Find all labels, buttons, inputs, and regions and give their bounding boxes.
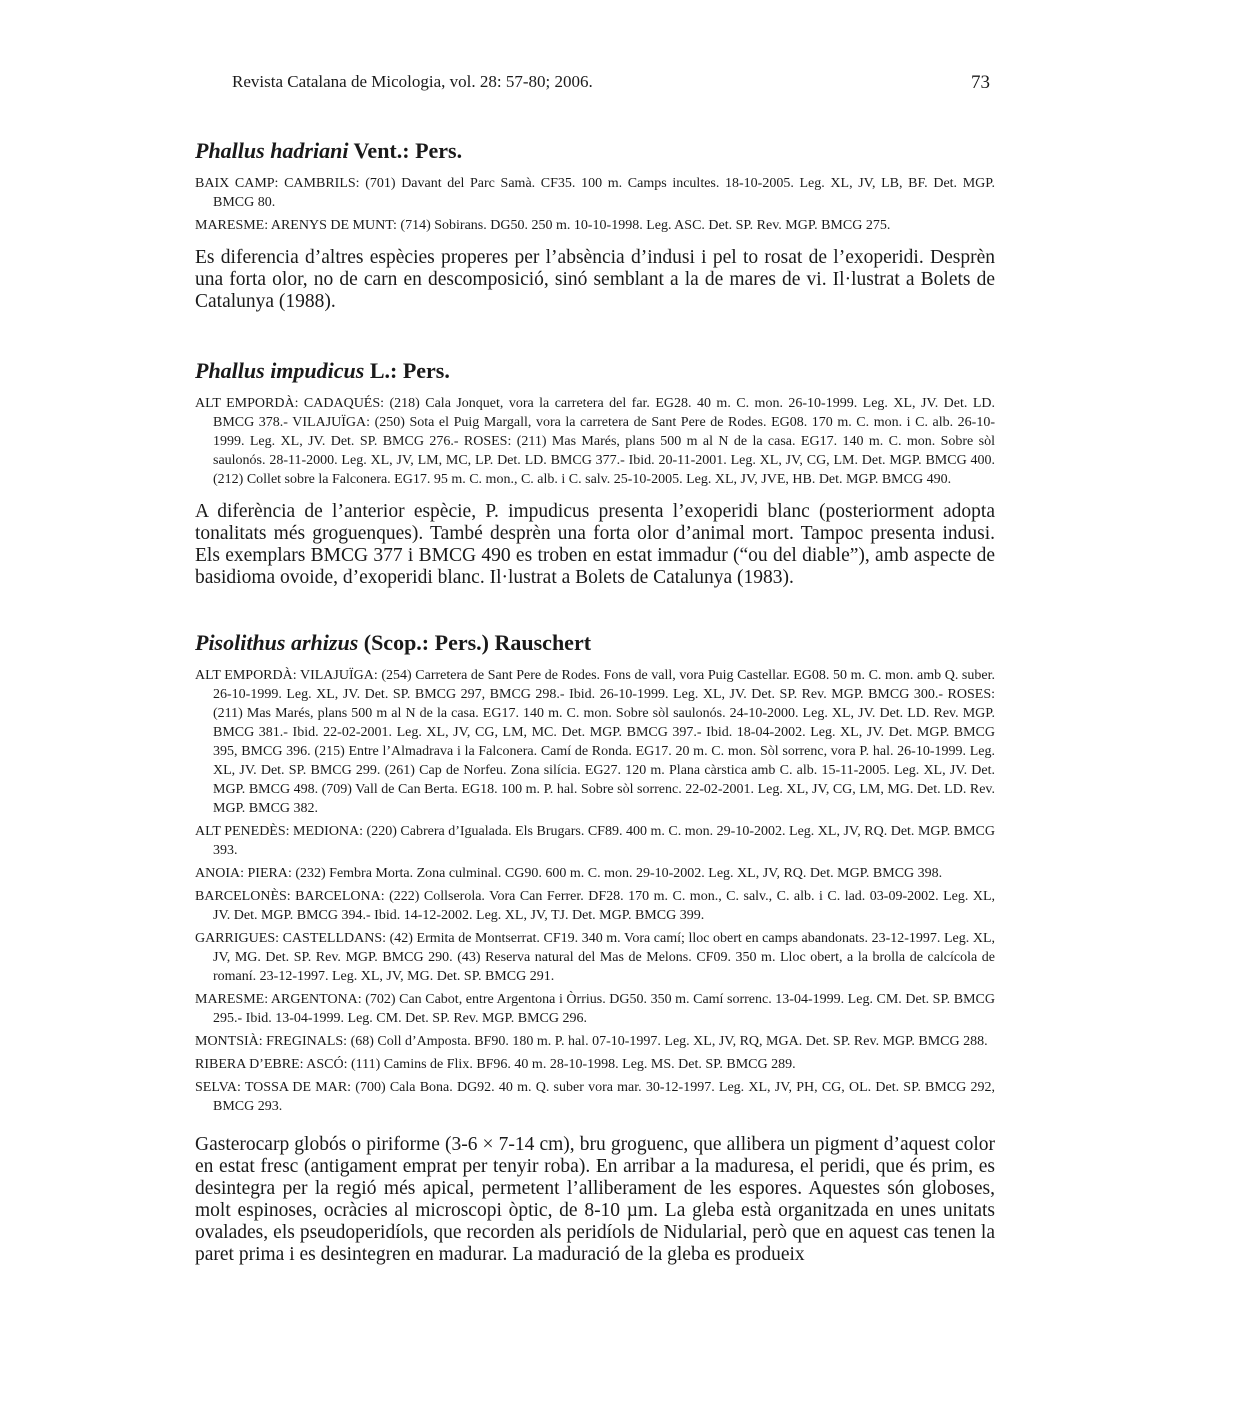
record: ALT PENEDÈS: MEDIONA: (220) Cabrera d’Igualada. Els Brugars. CF89. 400 m. C. mon. 29-10-2002. Leg. XL, JV, RQ. Det. MGP. BMCG 393. bbox=[195, 824, 995, 858]
record: ALT EMPORDÀ: VILAJUÏGA: (254) Carretera de Sant Pere de Rodes. Fons de vall, vora Puig Castellar. EG08. 50 m. C. mon. amb Q. suber. 26-10-1999. Leg. XL, JV. Det. SP. BMCG 297, BMCG 298.- Ibid. 26-10-1999. Leg. XL, JV. Det. SP. Rev. MGP. BMCG 300.- ROSES: (211) Mas Marés, plans 500 m al N de la casa. EG17. 140 m. C. mon. Sobre sòl saulonós. 24-10-2000. Leg. XL, JV. Det. LD. Rev. MGP. BMCG 381.- Ibid. 22-02-2001. Leg. XL, JV, CG, LM, MC. Det. MGP. BMCG 397.- Ibid. 18-04-2002. Leg. XL, JV. Det. MGP. BMCG 395, BMCG 396. (215) Entre l’Almadrava i la Falconera. Camí de Ronda. EG17. 20 m. C. mon. Sòl sorrenc, vora P. hal. 26-10-1999. Leg. XL, JV. Det. SP. BMCG 299. (261) Cap de Norfeu. Zona silícia. EG27. 120 m. Plana càrstica amb C. alb. 15-11-2005. Leg. XL, JV. Det. MGP. BMCG 498. (709) Vall de Can Berta. EG18. 100 m. P. hal. Sobre sòl sorrenc. 22-02-2001. Leg. XL, JV, CG, LM, MG. Det. LD. Rev. MGP. BMCG 382. bbox=[195, 668, 995, 816]
record: RIBERA D’EBRE: ASCÓ: (111) Camins de Flix. BF96. 40 m. 28-10-1998. Leg. MS. Det. SP. BMCG 289. bbox=[195, 1057, 796, 1072]
records-list bbox=[195, 174, 995, 235]
record: ANOIA: PIERA: (232) Fembra Morta. Zona culminal. CG90. 600 m. C. mon. 29-10-2002. Leg. XL, JV, RQ. Det. MGP. BMCG 398. bbox=[195, 866, 943, 881]
record: MARESME: ARENYS DE MUNT: (714) Sobirans. DG50. 250 m. 10-10-1998. Leg. ASC. Det. SP. Rev. MGP. BMCG 275. bbox=[195, 218, 891, 233]
species-author: (Scop.: Pers.) Rauschert bbox=[358, 630, 592, 655]
running-header bbox=[232, 72, 990, 98]
species-author: Vent.: Pers. bbox=[348, 138, 463, 163]
species-name: Phallus hadriani bbox=[195, 138, 349, 163]
record: BAIX CAMP: CAMBRILS: (701) Davant del Parc Samà. CF35. 100 m. Camps incultes. 18-10-2005. Leg. XL, JV, LB, BF. Det. MGP. BMCG 80. bbox=[195, 176, 995, 210]
journal-citation: Revista Catalana de Micologia, vol. 28: 57-80; 2006. bbox=[232, 72, 593, 91]
species-heading bbox=[195, 628, 995, 658]
species-heading bbox=[195, 136, 995, 166]
records-list bbox=[195, 666, 995, 1116]
record: SELVA: TOSSA DE MAR: (700) Cala Bona. DG92. 40 m. Q. suber vora mar. 30-12-1997. Leg. XL, JV, PH, CG, OL. Det. SP. BMCG 292, BMCG 293. bbox=[195, 1080, 995, 1114]
species-name: Phallus impudicus bbox=[195, 358, 365, 383]
record: GARRIGUES: CASTELLDANS: (42) Ermita de Montserrat. CF19. 340 m. Vora camí; lloc obert en camps abandonats. 23-12-1997. Leg. XL, JV, MG. Det. SP. Rev. MGP. BMCG 290. (43) Reserva natural del Mas de Melons. CF09. 350 m. Lloc obert, a la brolla de calcícola de romaní. 23-12-1997. Leg. XL, JV, MG. Det. SP. BMCG 291. bbox=[195, 931, 995, 984]
species-entry bbox=[195, 628, 995, 1266]
species-entry bbox=[195, 136, 995, 313]
page-number: 73 bbox=[971, 72, 990, 93]
record: MARESME: ARGENTONA: (702) Can Cabot, entre Argentona i Òrrius. DG50. 350 m. Camí sorrenc. 13-04-1999. Leg. CM. Det. SP. BMCG 295.- Ibid. 13-04-1999. Leg. CM. Det. SP. Rev. MGP. BMCG 296. bbox=[195, 992, 995, 1026]
record: BARCELONÈS: BARCELONA: (222) Collserola. Vora Can Ferrer. DF28. 170 m. C. mon., C. salv., C. alb. i C. lad. 03-09-2002. Leg. XL, JV. Det. MGP. BMCG 394.- Ibid. 14-12-2002. Leg. XL, JV, TJ. Det. MGP. BMCG 399. bbox=[195, 889, 995, 923]
record: ALT EMPORDÀ: CADAQUÉS: (218) Cala Jonquet, vora la carretera del far. EG28. 40 m. C. mon. 26-10-1999. Leg. XL, JV. Det. LD. BMCG 378.- VILAJUÏGA: (250) Sota el Puig Margall, vora la carretera de Sant Pere de Rodes. EG08. 170 m. C. mon. i C. alb. 26-10-1999. Leg. XL, JV. Det. SP. BMCG 276.- ROSES: (211) Mas Marés, plans 500 m al N de la casa. EG17. 140 m. C. mon. Sobre sòl saulonós. 28-11-2000. Leg. XL, JV, LM, MC, LP. Det. LD. BMCG 377.- Ibid. 20-11-2001. Leg. XL, JV, CG, LM. Det. MGP. BMCG 400. (212) Collet sobre la Falconera. EG17. 95 m. C. mon., C. alb. i C. salv. 25-10-2005. Leg. XL, JV, JVE, HB. Det. MGP. BMCG 490. bbox=[195, 396, 995, 487]
record: MONTSIÀ: FREGINALS: (68) Coll d’Amposta. BF90. 180 m. P. hal. 07-10-1997. Leg. XL, JV, RQ, MGA. Det. SP. Rev. MGP. BMCG 288. bbox=[195, 1034, 988, 1049]
species-name: Pisolithus arhizus bbox=[195, 630, 359, 655]
species-entry bbox=[195, 356, 995, 589]
species-description: Gasterocarp globós o piriforme (3-6 × 7-14 cm), bru groguenc, que allibera un pigment d’aquest color en estat fresc (antigament emprat per tenyir roba). En arribar a la maduresa, el peridi, que és prim, es desintegra per la regió més apical, permetent l’alliberament de les espores. Aquestes són globoses, molt espinoses, ocràcies al microscopi òptic, de 8-10 µm. La gleba està organitzada en unes unitats ovalades, els pseudoperidíols, que recorden als peridíols de Nidularial, però que en aquest cas tenen la paret prima i es desintegren en madurar. La maduració de la gleba es produeix bbox=[195, 1134, 995, 1265]
records-list bbox=[195, 394, 995, 489]
species-author: L.: Pers. bbox=[364, 358, 450, 383]
species-heading bbox=[195, 356, 995, 386]
species-description: Es diferencia d’altres espècies properes per l’absència d’indusi i pel to rosat de l’exoperidi. Desprèn una forta olor, no de carn en descomposició, sinó semblant a la de mares de vi. Il·lustrat a Bolets de Catalunya (1988). bbox=[195, 247, 995, 312]
species-description: A diferència de l’anterior espècie, P. impudicus presenta l’exoperidi blanc (posteriorment adopta tonalitats més groguenques). També desprèn una forta olor d’animal mort. Tampoc presenta indusi. Els exemplars BMCG 377 i BMCG 490 es troben en estat immadur (“ou del diable”), amb aspecte de basidioma ovoide, d’exoperidi blanc. Il·lustrat a Bolets de Catalunya (1983). bbox=[195, 501, 995, 588]
